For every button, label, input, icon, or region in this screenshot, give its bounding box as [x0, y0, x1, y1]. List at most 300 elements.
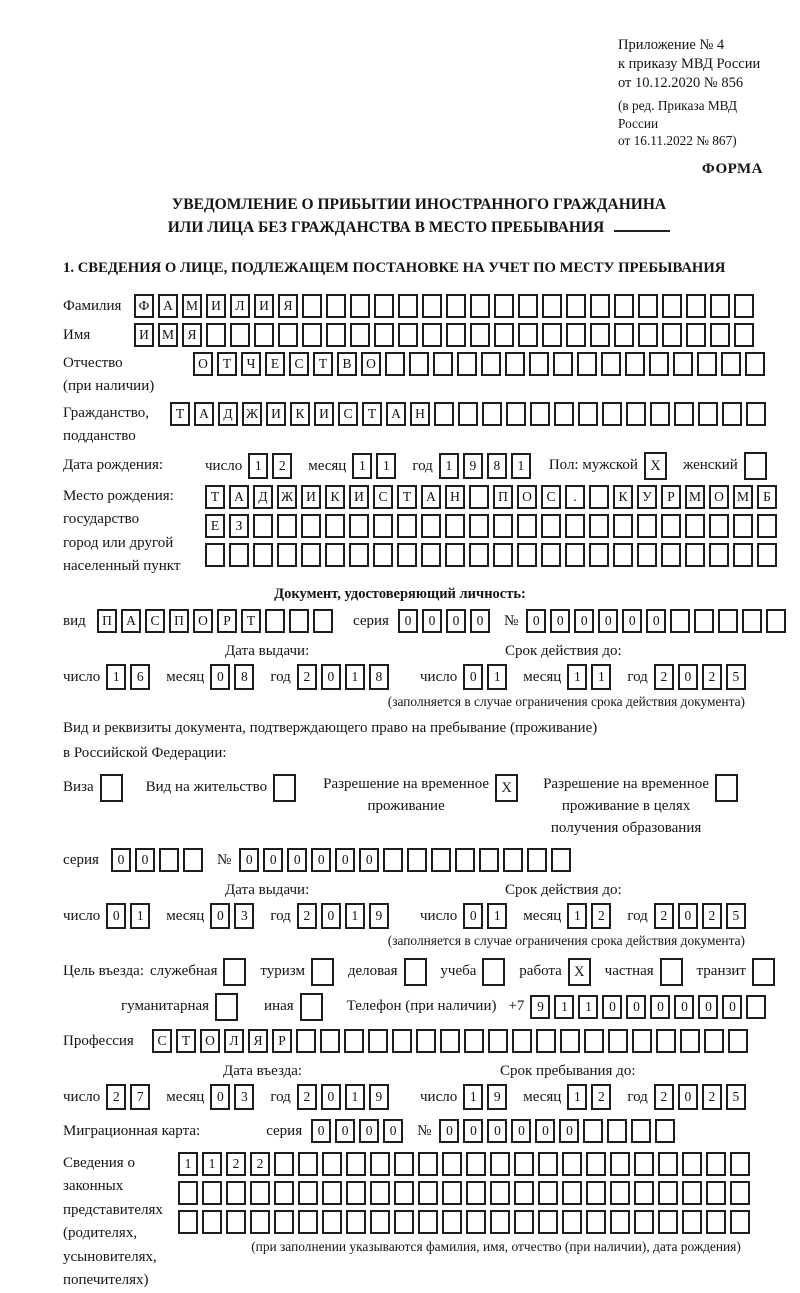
birth-place-cell[interactable] — [397, 543, 417, 567]
name-cell[interactable] — [566, 323, 586, 347]
name-cell[interactable] — [590, 323, 610, 347]
name-cell[interactable] — [494, 323, 514, 347]
patronymic-cell[interactable] — [673, 352, 693, 376]
birth-place-cell[interactable] — [637, 514, 657, 538]
representatives-cell[interactable] — [610, 1152, 630, 1176]
profession-cell[interactable]: О — [200, 1029, 220, 1053]
patronymic-cell[interactable]: Т — [217, 352, 237, 376]
birth-place-cell[interactable] — [541, 514, 561, 538]
representatives-cell[interactable] — [394, 1152, 414, 1176]
residence-series-cell[interactable] — [159, 848, 179, 872]
profession-cell[interactable] — [440, 1029, 460, 1053]
day-box[interactable]: 2 — [106, 1084, 126, 1110]
surname-cell[interactable] — [566, 294, 586, 318]
citizenship-cell[interactable]: А — [194, 402, 214, 426]
representatives-cell[interactable] — [562, 1210, 582, 1234]
citizenship-cell[interactable] — [554, 402, 574, 426]
surname-cell[interactable]: И — [254, 294, 274, 318]
purpose-official-checkbox[interactable] — [223, 958, 246, 986]
day-box[interactable]: 2 — [272, 453, 292, 479]
doc-kind-cell[interactable]: С — [145, 609, 165, 633]
birth-place-cell[interactable]: К — [325, 485, 345, 509]
doc-kind-cell[interactable] — [289, 609, 309, 633]
representatives-cell[interactable] — [730, 1210, 750, 1234]
patronymic-cell[interactable] — [649, 352, 669, 376]
year-box[interactable]: 9 — [369, 1084, 389, 1110]
surname-cell[interactable] — [662, 294, 682, 318]
representatives-cell[interactable] — [658, 1181, 678, 1205]
profession-cell[interactable] — [560, 1029, 580, 1053]
surname-cell[interactable]: Я — [278, 294, 298, 318]
patronymic-cell[interactable]: О — [361, 352, 381, 376]
birth-place-cell[interactable] — [757, 543, 777, 567]
citizenship-cell[interactable] — [602, 402, 622, 426]
name-cell[interactable] — [254, 323, 274, 347]
birth-place-cell[interactable]: О — [709, 485, 729, 509]
name-cell[interactable] — [350, 323, 370, 347]
patronymic-cell[interactable]: С — [289, 352, 309, 376]
day-box[interactable]: 1 — [248, 453, 268, 479]
surname-cell[interactable] — [494, 294, 514, 318]
birth-place-cell[interactable]: О — [517, 485, 537, 509]
doc-number-cell[interactable]: 0 — [550, 609, 570, 633]
year-box[interactable]: 8 — [369, 664, 389, 690]
surname-cell[interactable] — [470, 294, 490, 318]
doc-kind-cell[interactable] — [265, 609, 285, 633]
phone-cell[interactable]: 0 — [722, 995, 742, 1019]
birth-place-cell[interactable]: А — [229, 485, 249, 509]
birth-place-cell[interactable]: К — [613, 485, 633, 509]
migration-series-cell[interactable]: 0 — [335, 1119, 355, 1143]
year-box[interactable]: 8 — [487, 453, 507, 479]
surname-cell[interactable] — [350, 294, 370, 318]
citizenship-cell[interactable] — [674, 402, 694, 426]
year-box[interactable]: 5 — [726, 1084, 746, 1110]
representatives-cell[interactable] — [562, 1181, 582, 1205]
representatives-cell[interactable] — [682, 1210, 702, 1234]
profession-cell[interactable]: Т — [176, 1029, 196, 1053]
purpose-private-checkbox[interactable] — [660, 958, 683, 986]
citizenship-cell[interactable]: С — [338, 402, 358, 426]
representatives-cell[interactable] — [538, 1152, 558, 1176]
surname-cell[interactable] — [710, 294, 730, 318]
citizenship-cell[interactable]: Т — [170, 402, 190, 426]
migration-number-cell[interactable]: 0 — [439, 1119, 459, 1143]
day-box[interactable]: 1 — [130, 903, 150, 929]
birth-place-cell[interactable]: Ж — [277, 485, 297, 509]
birth-place-cell[interactable] — [589, 543, 609, 567]
residence-permit-checkbox[interactable] — [273, 774, 296, 802]
representatives-cell[interactable] — [322, 1152, 342, 1176]
birth-place-cell[interactable] — [541, 543, 561, 567]
patronymic-cell[interactable] — [601, 352, 621, 376]
residence-number-cell[interactable]: 0 — [263, 848, 283, 872]
residence-number-cell[interactable] — [479, 848, 499, 872]
day-box[interactable]: 0 — [463, 664, 483, 690]
representatives-cell[interactable] — [586, 1181, 606, 1205]
representatives-cell[interactable] — [466, 1181, 486, 1205]
surname-cell[interactable] — [686, 294, 706, 318]
citizenship-cell[interactable] — [746, 402, 766, 426]
representatives-cell[interactable] — [226, 1210, 246, 1234]
doc-number-cell[interactable] — [670, 609, 690, 633]
birth-place-cell[interactable] — [613, 543, 633, 567]
representatives-cell[interactable] — [466, 1152, 486, 1176]
birth-place-cell[interactable] — [493, 543, 513, 567]
patronymic-cell[interactable] — [553, 352, 573, 376]
representatives-cell[interactable] — [538, 1210, 558, 1234]
surname-cell[interactable] — [302, 294, 322, 318]
representatives-cell[interactable] — [226, 1181, 246, 1205]
birth-place-cell[interactable] — [565, 543, 585, 567]
doc-kind-cell[interactable] — [313, 609, 333, 633]
name-cell[interactable]: Я — [182, 323, 202, 347]
birth-place-cell[interactable] — [445, 543, 465, 567]
representatives-cell[interactable] — [298, 1181, 318, 1205]
doc-kind-cell[interactable]: П — [169, 609, 189, 633]
birth-place-cell[interactable]: И — [301, 485, 321, 509]
surname-cell[interactable] — [614, 294, 634, 318]
birth-place-cell[interactable] — [733, 543, 753, 567]
profession-cell[interactable] — [656, 1029, 676, 1053]
residence-number-cell[interactable] — [383, 848, 403, 872]
year-box[interactable]: 1 — [345, 903, 365, 929]
representatives-cell[interactable] — [730, 1181, 750, 1205]
day-box[interactable]: 0 — [463, 903, 483, 929]
doc-series-cell[interactable]: 0 — [398, 609, 418, 633]
day-box[interactable]: 1 — [463, 1084, 483, 1110]
birth-place-cell[interactable]: М — [685, 485, 705, 509]
birth-place-cell[interactable]: А — [421, 485, 441, 509]
purpose-business-checkbox[interactable] — [404, 958, 427, 986]
representatives-cell[interactable] — [178, 1210, 198, 1234]
citizenship-cell[interactable] — [722, 402, 742, 426]
migration-number-cell[interactable] — [631, 1119, 651, 1143]
patronymic-cell[interactable] — [697, 352, 717, 376]
doc-series-cell[interactable]: 0 — [446, 609, 466, 633]
representatives-cell[interactable] — [322, 1181, 342, 1205]
birth-place-cell[interactable] — [637, 543, 657, 567]
patronymic-cell[interactable] — [721, 352, 741, 376]
doc-number-cell[interactable] — [766, 609, 786, 633]
representatives-cell[interactable]: 2 — [250, 1152, 270, 1176]
sex-male-checkbox[interactable]: X — [644, 452, 667, 480]
year-box[interactable]: 5 — [726, 664, 746, 690]
name-cell[interactable] — [302, 323, 322, 347]
birth-place-cell[interactable] — [325, 543, 345, 567]
representatives-cell[interactable] — [514, 1210, 534, 1234]
residence-number-cell[interactable] — [551, 848, 571, 872]
representatives-cell[interactable] — [634, 1210, 654, 1234]
migration-number-cell[interactable]: 0 — [463, 1119, 483, 1143]
year-box[interactable]: 5 — [726, 903, 746, 929]
year-box[interactable]: 0 — [321, 1084, 341, 1110]
residence-number-cell[interactable]: 0 — [311, 848, 331, 872]
representatives-cell[interactable] — [346, 1152, 366, 1176]
surname-cell[interactable]: И — [206, 294, 226, 318]
birth-place-cell[interactable] — [445, 514, 465, 538]
representatives-cell[interactable] — [418, 1210, 438, 1234]
citizenship-cell[interactable]: Д — [218, 402, 238, 426]
birth-place-cell[interactable] — [517, 543, 537, 567]
representatives-cell[interactable] — [394, 1210, 414, 1234]
profession-cell[interactable] — [608, 1029, 628, 1053]
representatives-cell[interactable] — [322, 1210, 342, 1234]
temp-residence-checkbox[interactable]: X — [495, 774, 518, 802]
representatives-cell[interactable] — [274, 1181, 294, 1205]
name-cell[interactable] — [326, 323, 346, 347]
name-cell[interactable] — [518, 323, 538, 347]
birth-place-cell[interactable] — [469, 485, 489, 509]
residence-series-cell[interactable] — [183, 848, 203, 872]
month-box[interactable]: 0 — [210, 903, 230, 929]
birth-place-cell[interactable] — [493, 514, 513, 538]
year-box[interactable]: 2 — [297, 1084, 317, 1110]
profession-cell[interactable] — [344, 1029, 364, 1053]
purpose-other-checkbox[interactable] — [300, 993, 323, 1021]
patronymic-cell[interactable] — [409, 352, 429, 376]
profession-cell[interactable]: Л — [224, 1029, 244, 1053]
citizenship-cell[interactable]: Ж — [242, 402, 262, 426]
migration-number-cell[interactable] — [583, 1119, 603, 1143]
name-cell[interactable] — [398, 323, 418, 347]
citizenship-cell[interactable] — [458, 402, 478, 426]
name-cell[interactable] — [206, 323, 226, 347]
doc-number-cell[interactable]: 0 — [598, 609, 618, 633]
patronymic-cell[interactable] — [745, 352, 765, 376]
year-box[interactable]: 2 — [297, 903, 317, 929]
patronymic-cell[interactable]: В — [337, 352, 357, 376]
year-box[interactable]: 0 — [321, 903, 341, 929]
representatives-cell[interactable]: 2 — [226, 1152, 246, 1176]
birth-place-cell[interactable]: Б — [757, 485, 777, 509]
birth-place-cell[interactable]: Н — [445, 485, 465, 509]
day-box[interactable]: 7 — [130, 1084, 150, 1110]
profession-cell[interactable] — [368, 1029, 388, 1053]
name-cell[interactable] — [638, 323, 658, 347]
representatives-cell[interactable] — [538, 1181, 558, 1205]
migration-series-cell[interactable]: 0 — [311, 1119, 331, 1143]
year-box[interactable]: 1 — [345, 664, 365, 690]
phone-cell[interactable]: 1 — [554, 995, 574, 1019]
month-box[interactable]: 1 — [567, 903, 587, 929]
migration-number-cell[interactable]: 0 — [487, 1119, 507, 1143]
birth-place-cell[interactable] — [589, 514, 609, 538]
day-box[interactable]: 1 — [487, 664, 507, 690]
month-box[interactable]: 1 — [591, 664, 611, 690]
residence-number-cell[interactable]: 0 — [287, 848, 307, 872]
representatives-cell[interactable] — [730, 1152, 750, 1176]
residence-number-cell[interactable]: 0 — [359, 848, 379, 872]
representatives-cell[interactable] — [202, 1210, 222, 1234]
doc-number-cell[interactable] — [718, 609, 738, 633]
surname-cell[interactable] — [590, 294, 610, 318]
name-cell[interactable] — [542, 323, 562, 347]
patronymic-cell[interactable] — [577, 352, 597, 376]
birth-place-cell[interactable] — [469, 543, 489, 567]
citizenship-cell[interactable] — [530, 402, 550, 426]
patronymic-cell[interactable]: Е — [265, 352, 285, 376]
profession-cell[interactable]: С — [152, 1029, 172, 1053]
birth-place-cell[interactable] — [685, 543, 705, 567]
year-box[interactable]: 2 — [702, 903, 722, 929]
representatives-cell[interactable] — [442, 1181, 462, 1205]
month-box[interactable]: 1 — [376, 453, 396, 479]
representatives-cell[interactable] — [418, 1152, 438, 1176]
birth-place-cell[interactable]: Д — [253, 485, 273, 509]
profession-cell[interactable] — [416, 1029, 436, 1053]
citizenship-cell[interactable]: А — [386, 402, 406, 426]
citizenship-cell[interactable] — [578, 402, 598, 426]
month-box[interactable]: 2 — [591, 903, 611, 929]
name-cell[interactable] — [686, 323, 706, 347]
citizenship-cell[interactable]: И — [314, 402, 334, 426]
patronymic-cell[interactable]: Т — [313, 352, 333, 376]
residence-number-cell[interactable]: 0 — [239, 848, 259, 872]
representatives-cell[interactable] — [202, 1181, 222, 1205]
year-box[interactable]: 0 — [678, 1084, 698, 1110]
birth-place-cell[interactable]: П — [493, 485, 513, 509]
representatives-cell[interactable] — [586, 1152, 606, 1176]
representatives-cell[interactable] — [298, 1152, 318, 1176]
profession-cell[interactable] — [488, 1029, 508, 1053]
representatives-cell[interactable] — [706, 1181, 726, 1205]
residence-number-cell[interactable] — [503, 848, 523, 872]
month-box[interactable]: 0 — [210, 664, 230, 690]
month-box[interactable]: 0 — [210, 1084, 230, 1110]
phone-cell[interactable]: 0 — [626, 995, 646, 1019]
year-box[interactable]: 0 — [321, 664, 341, 690]
purpose-tourism-checkbox[interactable] — [311, 958, 334, 986]
surname-cell[interactable] — [734, 294, 754, 318]
patronymic-cell[interactable] — [385, 352, 405, 376]
name-cell[interactable] — [230, 323, 250, 347]
representatives-cell[interactable] — [274, 1210, 294, 1234]
purpose-transit-checkbox[interactable] — [752, 958, 775, 986]
birth-place-cell[interactable] — [613, 514, 633, 538]
profession-cell[interactable] — [584, 1029, 604, 1053]
day-box[interactable]: 1 — [106, 664, 126, 690]
surname-cell[interactable]: А — [158, 294, 178, 318]
migration-series-cell[interactable]: 0 — [383, 1119, 403, 1143]
residence-number-cell[interactable]: 0 — [335, 848, 355, 872]
profession-cell[interactable]: Р — [272, 1029, 292, 1053]
name-cell[interactable] — [374, 323, 394, 347]
name-cell[interactable]: М — [158, 323, 178, 347]
month-box[interactable]: 1 — [567, 1084, 587, 1110]
birth-place-cell[interactable] — [253, 543, 273, 567]
doc-series-cell[interactable]: 0 — [422, 609, 442, 633]
birth-place-cell[interactable] — [517, 514, 537, 538]
surname-cell[interactable]: Л — [230, 294, 250, 318]
representatives-cell[interactable] — [394, 1181, 414, 1205]
citizenship-cell[interactable] — [698, 402, 718, 426]
doc-kind-cell[interactable]: П — [97, 609, 117, 633]
representatives-cell[interactable] — [178, 1181, 198, 1205]
birth-place-cell[interactable] — [685, 514, 705, 538]
citizenship-cell[interactable] — [626, 402, 646, 426]
birth-place-cell[interactable]: Р — [661, 485, 681, 509]
surname-cell[interactable] — [422, 294, 442, 318]
representatives-cell[interactable] — [250, 1210, 270, 1234]
year-box[interactable]: 9 — [369, 903, 389, 929]
surname-cell[interactable] — [638, 294, 658, 318]
patronymic-cell[interactable] — [505, 352, 525, 376]
phone-cell[interactable]: 1 — [578, 995, 598, 1019]
citizenship-cell[interactable] — [650, 402, 670, 426]
birth-place-cell[interactable]: С — [373, 485, 393, 509]
representatives-cell[interactable] — [418, 1181, 438, 1205]
representatives-cell[interactable] — [370, 1152, 390, 1176]
month-box[interactable]: 1 — [567, 664, 587, 690]
profession-cell[interactable] — [680, 1029, 700, 1053]
birth-place-cell[interactable]: С — [541, 485, 561, 509]
representatives-cell[interactable] — [706, 1152, 726, 1176]
phone-cell[interactable]: 9 — [530, 995, 550, 1019]
month-box[interactable]: 3 — [234, 903, 254, 929]
representatives-cell[interactable] — [634, 1152, 654, 1176]
name-cell[interactable] — [470, 323, 490, 347]
residence-series-cell[interactable]: 0 — [135, 848, 155, 872]
day-box[interactable]: 9 — [487, 1084, 507, 1110]
doc-kind-cell[interactable]: А — [121, 609, 141, 633]
birth-place-cell[interactable] — [301, 514, 321, 538]
citizenship-cell[interactable] — [482, 402, 502, 426]
doc-kind-cell[interactable]: Т — [241, 609, 261, 633]
birth-place-cell[interactable]: Т — [205, 485, 225, 509]
doc-series-cell[interactable]: 0 — [470, 609, 490, 633]
name-cell[interactable] — [422, 323, 442, 347]
representatives-cell[interactable] — [490, 1152, 510, 1176]
profession-cell[interactable] — [728, 1029, 748, 1053]
year-box[interactable]: 9 — [463, 453, 483, 479]
patronymic-cell[interactable] — [481, 352, 501, 376]
patronymic-cell[interactable] — [433, 352, 453, 376]
birth-place-cell[interactable] — [661, 543, 681, 567]
profession-cell[interactable]: Я — [248, 1029, 268, 1053]
doc-number-cell[interactable]: 0 — [526, 609, 546, 633]
citizenship-cell[interactable]: Н — [410, 402, 430, 426]
representatives-cell[interactable] — [466, 1210, 486, 1234]
name-cell[interactable] — [710, 323, 730, 347]
day-box[interactable]: 0 — [106, 903, 126, 929]
profession-cell[interactable] — [512, 1029, 532, 1053]
patronymic-cell[interactable]: О — [193, 352, 213, 376]
surname-cell[interactable] — [374, 294, 394, 318]
residence-number-cell[interactable] — [455, 848, 475, 872]
birth-place-cell[interactable]: З — [229, 514, 249, 538]
year-box[interactable]: 2 — [702, 664, 722, 690]
year-box[interactable]: 1 — [439, 453, 459, 479]
birth-place-cell[interactable] — [205, 543, 225, 567]
name-cell[interactable] — [662, 323, 682, 347]
surname-cell[interactable]: М — [182, 294, 202, 318]
patronymic-cell[interactable]: Ч — [241, 352, 261, 376]
migration-number-cell[interactable] — [607, 1119, 627, 1143]
year-box[interactable]: 2 — [297, 664, 317, 690]
birth-place-cell[interactable] — [349, 514, 369, 538]
birth-place-cell[interactable] — [397, 514, 417, 538]
phone-cell[interactable]: 0 — [698, 995, 718, 1019]
phone-cell[interactable]: 0 — [650, 995, 670, 1019]
purpose-work-checkbox[interactable]: X — [568, 958, 591, 986]
surname-cell[interactable] — [542, 294, 562, 318]
surname-cell[interactable] — [446, 294, 466, 318]
migration-number-cell[interactable] — [655, 1119, 675, 1143]
representatives-cell[interactable] — [442, 1210, 462, 1234]
representatives-cell[interactable] — [706, 1210, 726, 1234]
sex-female-checkbox[interactable] — [744, 452, 767, 480]
